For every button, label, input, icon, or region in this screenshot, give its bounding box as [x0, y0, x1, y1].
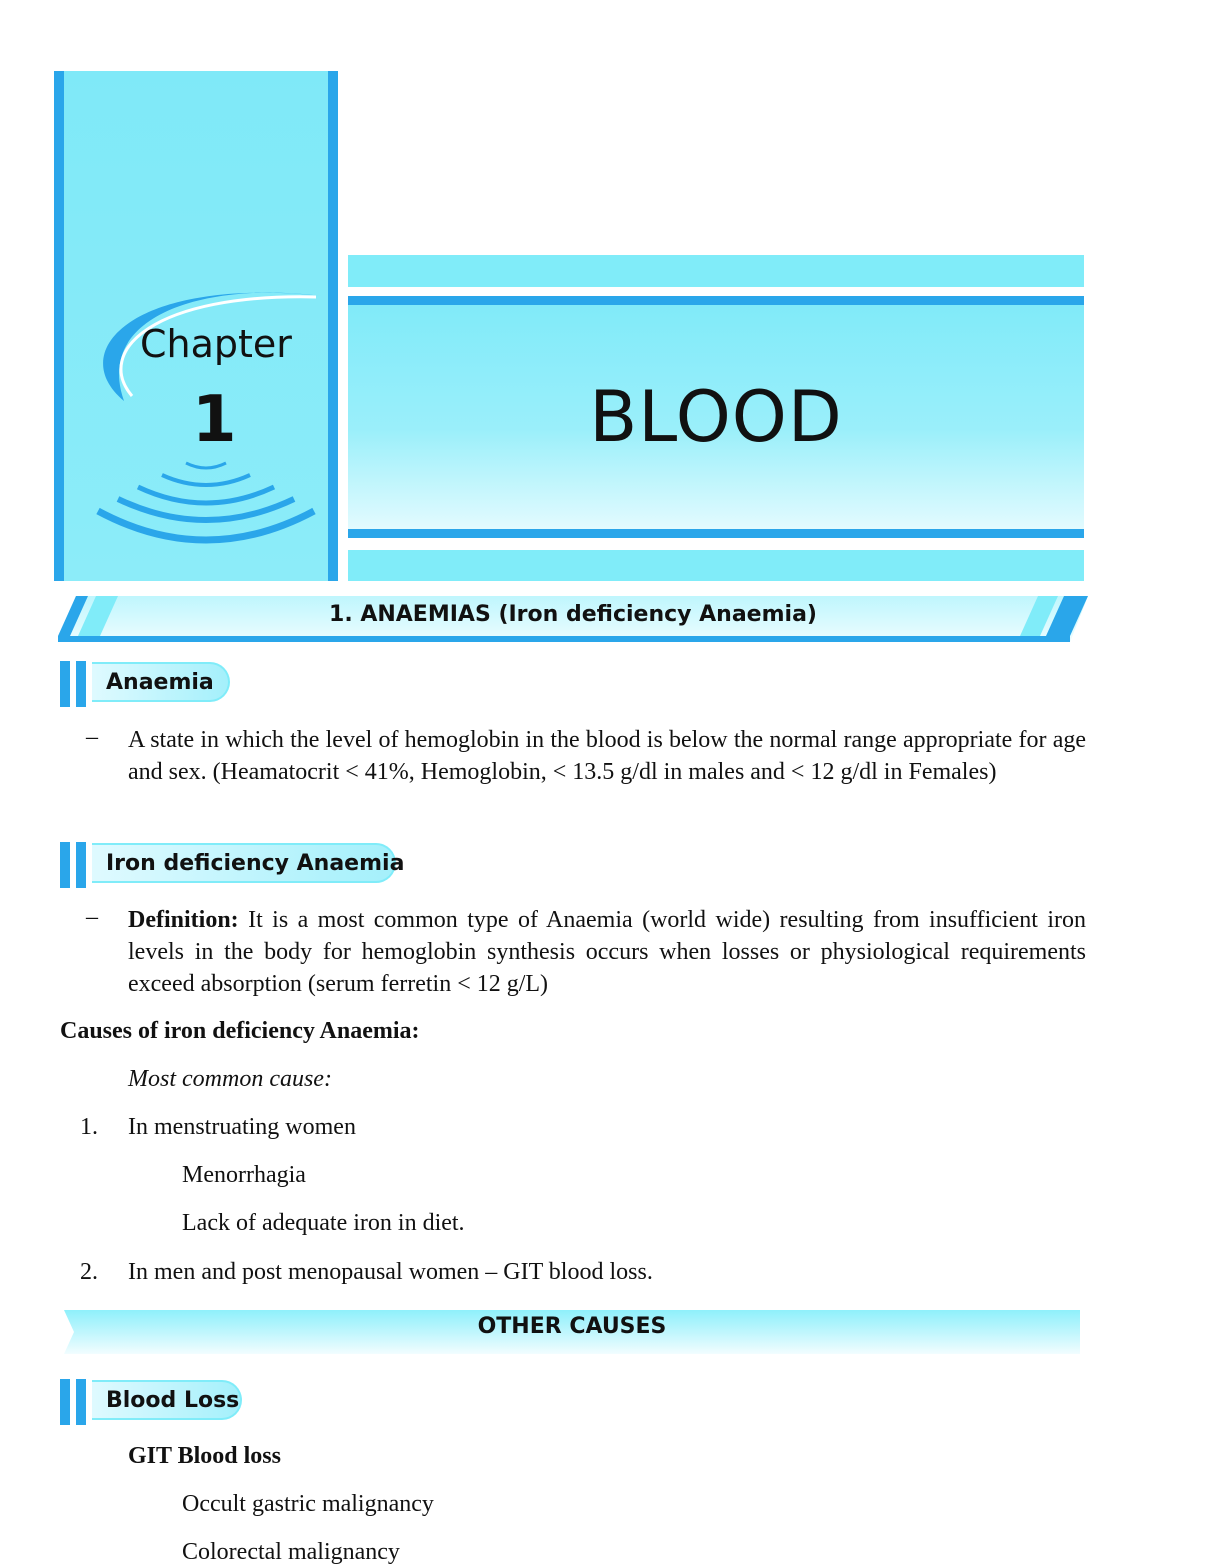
cause-sub-item: Lack of adequate iron in diet.: [182, 1210, 465, 1236]
cause-sub-item: Menorrhagia: [182, 1162, 306, 1188]
title-bottom-band: [348, 550, 1084, 581]
title-bar-top: [348, 296, 1084, 305]
tag-pill: [92, 662, 230, 702]
anaemia-heading-tag: [60, 661, 232, 707]
tag-pill: [92, 1380, 242, 1420]
cause-number: 2.: [80, 1259, 98, 1285]
cause-number: 1.: [80, 1114, 98, 1140]
chapter-block: [54, 71, 338, 581]
blood-loss-heading-tag: [60, 1379, 244, 1425]
section-banner-title: 1. ANAEMIAS (Iron deficiency Anaemia): [329, 602, 817, 627]
cause-item: In menstruating women: [128, 1114, 356, 1140]
tag-bars: [60, 1379, 86, 1425]
most-common-cause-label: Most common cause:: [128, 1066, 332, 1092]
cause-item: In men and post menopausal women – GIT blood loss.: [128, 1259, 653, 1285]
definition-label: Definition:: [128, 907, 239, 933]
title-top-band: [348, 255, 1084, 287]
chapter-label: Chapter: [140, 322, 292, 366]
iron-deficiency-heading-tag: [60, 842, 405, 888]
causes-heading: Causes of iron deficiency Anaemia:: [60, 1018, 420, 1044]
title-bar-bottom: [348, 529, 1084, 538]
anaemia-bullet: –: [86, 724, 98, 750]
tag-bars: [60, 842, 86, 888]
chapter-number: 1: [192, 383, 237, 457]
blood-loss-item: Colorectal malignancy: [182, 1539, 400, 1565]
iron-deficiency-definition: [128, 904, 1086, 1000]
git-blood-loss-heading: GIT Blood loss: [128, 1443, 281, 1469]
definition-text: It is a most common type of Anaemia (world wide) resulting from insufficient iron levels in the body for hemoglobin synthesis occurs when losses or physiological requirements exceed absorption (serum ferretin < 12 g/L): [128, 907, 1086, 997]
anaemia-heading: Anaemia: [106, 670, 214, 695]
iron-deficiency-heading: Iron deficiency Anaemia: [106, 851, 405, 876]
tag-pill: [92, 843, 405, 883]
blood-loss-heading: Blood Loss: [106, 1388, 240, 1413]
chapter-title: BLOOD: [589, 376, 843, 458]
iron-deficiency-bullet: –: [86, 904, 98, 930]
anaemia-definition: A state in which the level of hemoglobin in the blood is below the normal range appropriate for age and sex. (Heamatocrit < 41%, Hemoglobin, < 13.5 g/dl in males and < 12 g/dl in Females): [128, 727, 1086, 785]
other-causes-title: OTHER CAUSES: [477, 1314, 667, 1339]
tag-bars: [60, 661, 86, 707]
blood-loss-item: Occult gastric malignancy: [182, 1491, 434, 1517]
